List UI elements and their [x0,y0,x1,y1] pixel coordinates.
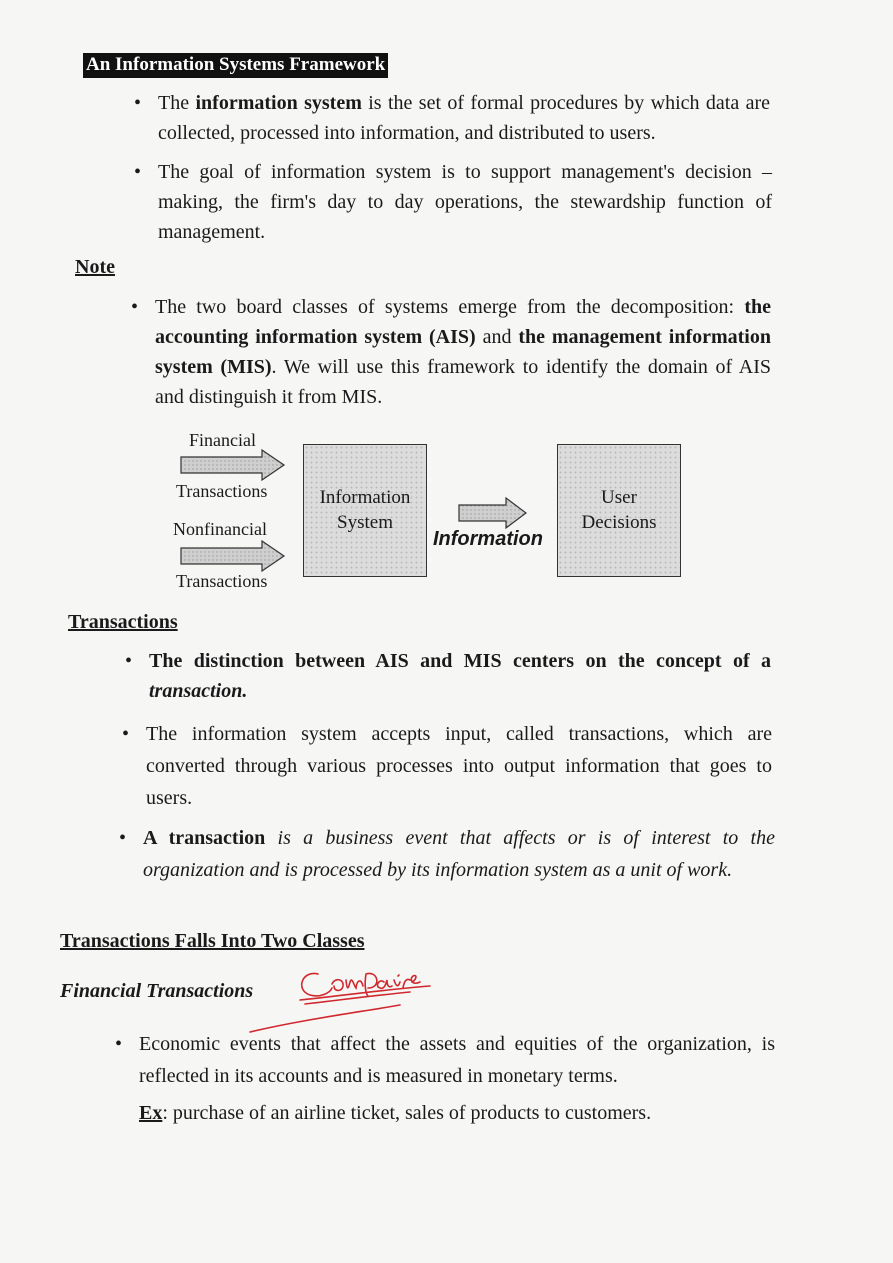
input1-top-label: Financial [189,430,256,450]
handwritten-compare-annotation [240,960,440,1035]
bullet-icon: • [134,161,142,183]
bullet-icon: • [134,92,142,114]
list-item: • The information system accepts input, called transactions, which are converted through various processes into output information that goes to users. [146,718,772,814]
bullet-icon: • [125,650,133,672]
example-label: Ex [139,1102,163,1124]
list-item: • The information system is the set of formal procedures by which data are collected, processed into information, and distributed to users. [158,88,770,148]
input2-bottom-label: Transactions [176,571,268,591]
bullet-icon: • [122,723,130,745]
list-item: • Economic events that affect the assets and equities of the organization, is reflected in its accounts and is measured in monetary terms. [139,1028,775,1092]
arrow-right-icon [180,448,286,482]
input1-bottom-label: Transactions [176,481,268,501]
list-item: • A transaction is a business event that affects or is of interest to the organization and is processed by its information system as a unit of work. [143,822,775,886]
bullet-icon: • [119,827,127,849]
arrow-right-icon [458,497,528,529]
note-heading: Note [75,256,115,278]
list-item: • The distinction between AIS and MIS centers on the concept of a transaction. [149,646,771,706]
information-system-box: Information System [303,444,427,577]
example-line: Ex: purchase of an airline ticket, sales of products to customers. [139,1102,652,1124]
transactions-heading: Transactions [68,611,178,633]
arrow-right-icon [180,539,286,573]
bullet-icon: • [115,1033,123,1055]
list-item: • The goal of information system is to support management's decision – making, the firm's day to day operations, the stewardship function of management. [158,157,772,247]
term-information-system: information system [195,92,362,114]
classes-heading: Transactions Falls Into Two Classes [60,930,365,952]
bullet-icon: • [131,296,139,318]
input2-top-label: Nonfinancial [173,519,267,539]
section-title: An Information Systems Framework [83,53,388,78]
information-output-label: Information [433,528,543,550]
user-decisions-box: User Decisions [557,444,681,577]
list-item: • The two board classes of systems emerge from the decomposition: the accounting information system (AIS) and the management information system (MIS). We will use this framework to identify the domain of AIS and distinguish it from MIS. [155,292,771,412]
financial-transactions-heading: Financial Transactions [60,980,254,1002]
